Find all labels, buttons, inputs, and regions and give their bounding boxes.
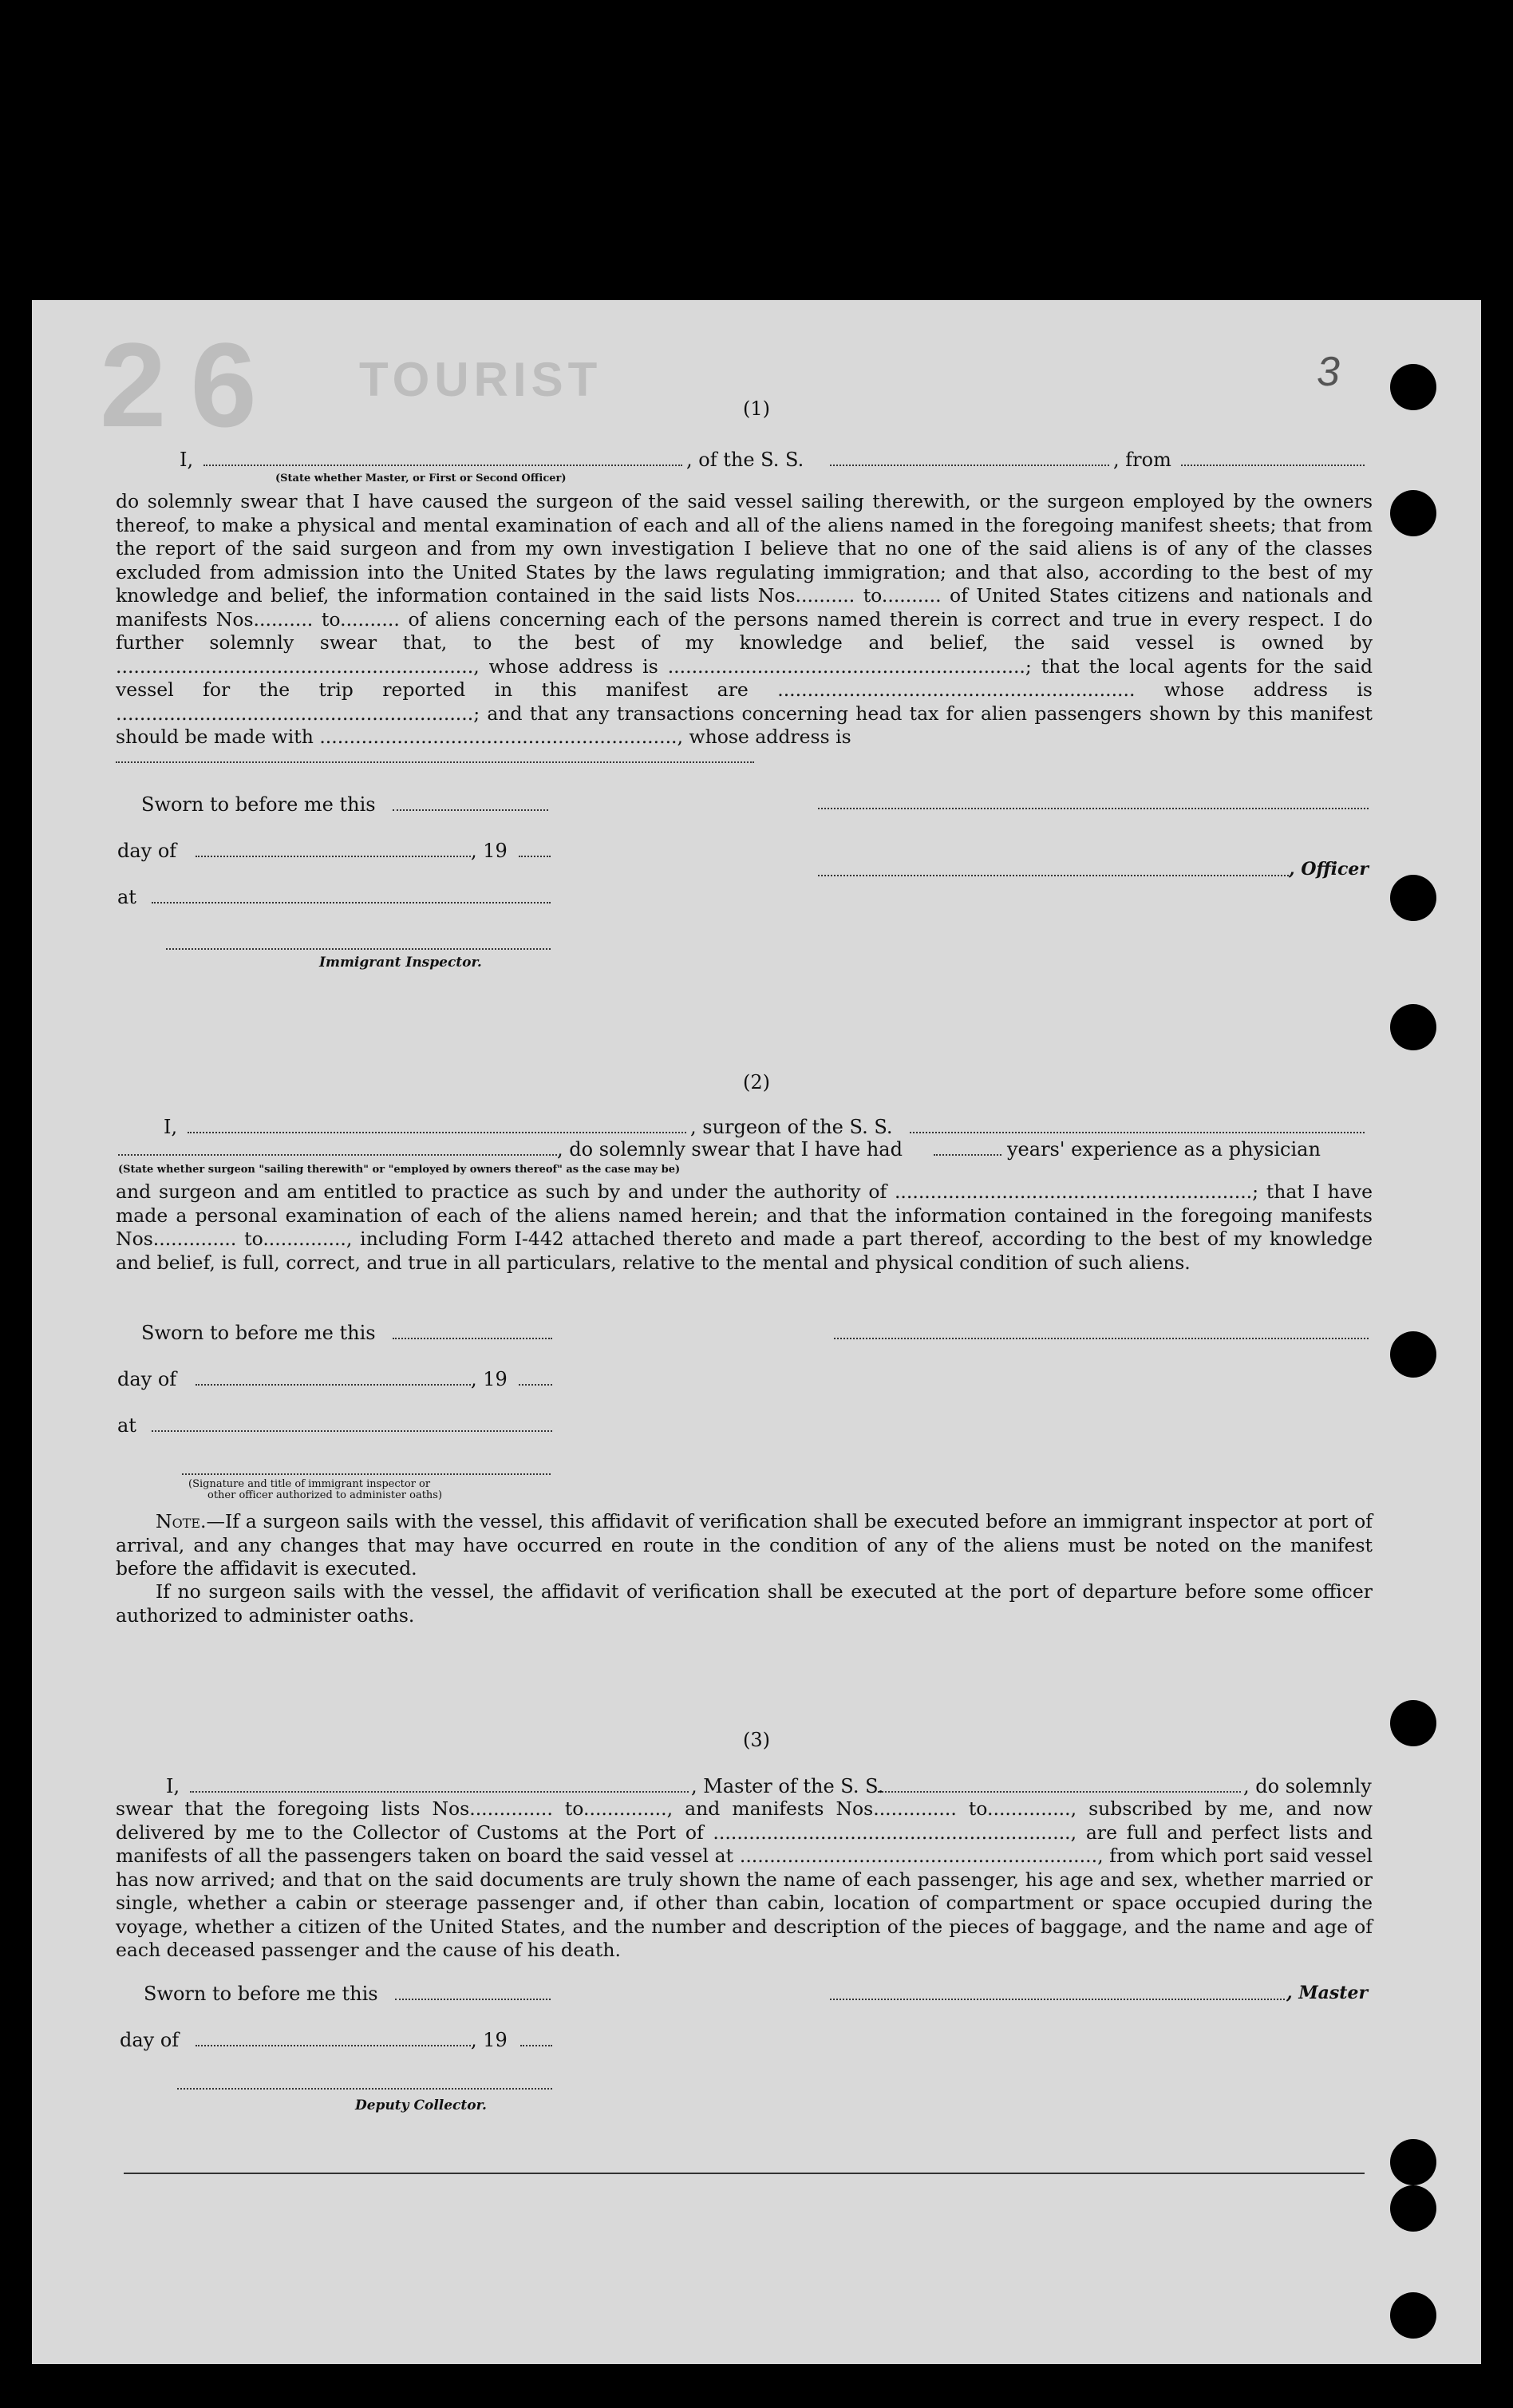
s1-body: do solemnly swear that I have caused the surgeon of the said vessel sailing therewith, or the surgeon employed by the owners thereof, to make a physical and mental examination of each and all of the aliens named in the foregoing manifest sheets; that from the report of the said surgeon and from my own investigation I believe that no one of the said aliens is of any of the classes excluded from admission into the United States by the laws regulating immigration; and that also, according to the best of my knowledge and belief, the information contained in the said lists Nos.......... to.......... of United States citizens and nationals and manifests Nos.......... to.......... of aliens concerning each of the persons named therein is correct and true in every respect. I do further solemnly swear that, to the best of my knowledge and belief, the said vessel is owned by ............................................................, whose address is ............................................................; that the local agents for the said vessel for the trip reported in this manifest are ............................................................ whose address is ............................................................; and that any transactions concerning head tax for alien passengers shown by this manifest should be made with ............................................................, whose address is <box>116 490 1373 748</box>
s1-address-field[interactable] <box>116 761 754 763</box>
form-title: TOURIST <box>359 353 602 406</box>
s3-body: swear that the foregoing lists Nos.............. to.............., and manifests Nos.............. to.............., subscribed by me, and now delivered by me to the Collector of Customs at the Port of ............................................................, are full and perfect lists and manifests of all the passengers taken on board the said vessel at ............................................................, from which port said vessel has now arrived; and that on the said documents are truly shown the name of each passenger, his age and sex, whether married or single, whether a cabin or steerage passenger and, if other than cabin, location of compartment or space occupied during the voyage, whether a citizen of the United States, and the number and description of the pieces of baggage, and the name and age of each deceased passenger and the cause of his death. <box>116 1797 1373 1961</box>
s3-vessel-field[interactable] <box>878 1791 1241 1793</box>
s2-i: I, <box>164 1116 178 1138</box>
section-2-number: (2) <box>743 1071 770 1093</box>
s3-sworn-field[interactable] <box>395 1999 551 2000</box>
punch-hole <box>1390 490 1436 536</box>
punch-hole <box>1390 1004 1436 1050</box>
punch-hole <box>1390 2139 1436 2185</box>
s2-surgeon-of: , surgeon of the S. S. <box>690 1116 893 1138</box>
s3-master-label: , Master <box>1286 1983 1369 2003</box>
section-3-number: (3) <box>743 1729 770 1751</box>
s1-officer-line[interactable] <box>818 875 1289 876</box>
section-1-number: (1) <box>743 397 770 420</box>
s1-year-field[interactable] <box>519 856 551 857</box>
s1-vessel-field[interactable] <box>830 465 1109 466</box>
s2-signature-line[interactable] <box>834 1338 1369 1339</box>
s3-collector-caption: Deputy Collector. <box>355 2098 487 2113</box>
s1-officer-label: , Officer <box>1289 859 1369 880</box>
s2-sworn: Sworn to before me this <box>141 1322 376 1344</box>
s3-collector-line[interactable] <box>177 2088 552 2090</box>
s2-line2a: , do solemnly swear that I have had <box>557 1138 903 1161</box>
s2-vessel-field[interactable] <box>910 1132 1365 1133</box>
s1-signature-line[interactable] <box>818 808 1369 809</box>
s2-note-paragraph <box>116 1510 1373 1581</box>
s1-at: at <box>117 886 136 908</box>
s1-name-field[interactable] <box>203 465 682 466</box>
s2-year-field[interactable] <box>519 1384 552 1386</box>
s2-body: and surgeon and am entitled to practice as such by and under the authority of ............................................................; that I have made a personal examination of each of the aliens named herein; and that the information contained in the foregoing manifests Nos.............. to.............., including Form I-442 attached thereto and made a part thereof, according to the best of my knowledge and belief, is full, correct, and true in all particulars, relative to the mental and physical condition of such aliens. <box>116 1180 1373 1274</box>
s1-sworn: Sworn to before me this <box>141 793 376 816</box>
s2-note: (State whether surgeon "sailing therewith" or "employed by owners thereof" as the case may be) <box>118 1164 681 1176</box>
s2-line2b: years' experience as a physician <box>1007 1138 1321 1161</box>
form-number: 26 <box>100 318 281 452</box>
s1-note: (State whether Master, or First or Second Officer) <box>275 473 567 484</box>
s2-sig-caption-1: (Signature and title of immigrant inspector or <box>188 1478 431 1490</box>
s1-day-of: day of <box>117 840 177 862</box>
s1-from-field[interactable] <box>1181 465 1365 466</box>
s3-i: I, <box>166 1775 180 1797</box>
s1-from: , from <box>1113 449 1171 471</box>
s1-inspector-line[interactable] <box>166 948 551 950</box>
corner-mark: 3 <box>1317 349 1340 395</box>
s1-day-field[interactable] <box>196 856 471 857</box>
s2-inspector-line[interactable] <box>182 1473 551 1475</box>
s3-year-field[interactable] <box>520 2045 552 2046</box>
s3-solemnly: , do solemnly <box>1243 1775 1372 1797</box>
s3-day-of: day of <box>120 2029 180 2051</box>
punch-hole <box>1390 1700 1436 1746</box>
punch-hole <box>1390 2185 1436 2232</box>
punch-hole <box>1390 364 1436 410</box>
s2-status-field[interactable] <box>118 1154 557 1156</box>
punch-hole <box>1390 1331 1436 1378</box>
s3-master-of: , Master of the S. S. <box>691 1775 884 1797</box>
s3-name-field[interactable] <box>190 1791 689 1793</box>
s2-note-body: —If a surgeon sails with the vessel, this affidavit of verification shall be executed before an immigrant inspector at port of arrival, and any changes that may have occurred en route in the condition of any of the aliens must be noted on the manifest before the affidavit is executed. <box>116 1510 1373 1580</box>
punch-hole <box>1390 875 1436 921</box>
s2-name-field[interactable] <box>188 1132 686 1133</box>
s3-day-field[interactable] <box>196 2045 471 2046</box>
s2-years-field[interactable] <box>934 1154 1001 1156</box>
s2-day-of: day of <box>117 1368 177 1390</box>
s1-year: , 19 <box>471 840 508 862</box>
s2-sworn-field[interactable] <box>393 1338 552 1339</box>
s1-i: I, <box>180 449 194 471</box>
s3-year: , 19 <box>471 2029 508 2051</box>
s2-sig-caption-2: other officer authorized to administer oaths) <box>207 1489 443 1501</box>
s2-day-field[interactable] <box>196 1384 471 1386</box>
s3-master-line[interactable] <box>830 1999 1285 2000</box>
punch-hole <box>1390 2292 1436 2339</box>
s1-at-field[interactable] <box>152 902 551 903</box>
s1-inspector-caption: Immigrant Inspector. <box>319 955 482 971</box>
s2-year: , 19 <box>471 1368 508 1390</box>
s2-note-body-2: If no surgeon sails with the vessel, the affidavit of verification shall be executed at the port of departure before some officer authorized to administer oaths. <box>116 1580 1373 1627</box>
form-page <box>32 300 1481 2364</box>
s2-at-field[interactable] <box>152 1430 552 1432</box>
s2-at: at <box>117 1414 136 1437</box>
s3-sworn: Sworn to before me this <box>144 1983 378 2005</box>
bottom-rule <box>124 2173 1365 2174</box>
s1-sworn-field[interactable] <box>393 809 548 811</box>
s1-of-ss: , of the S. S. <box>686 449 804 471</box>
s2-note-label: Note. <box>156 1510 207 1532</box>
